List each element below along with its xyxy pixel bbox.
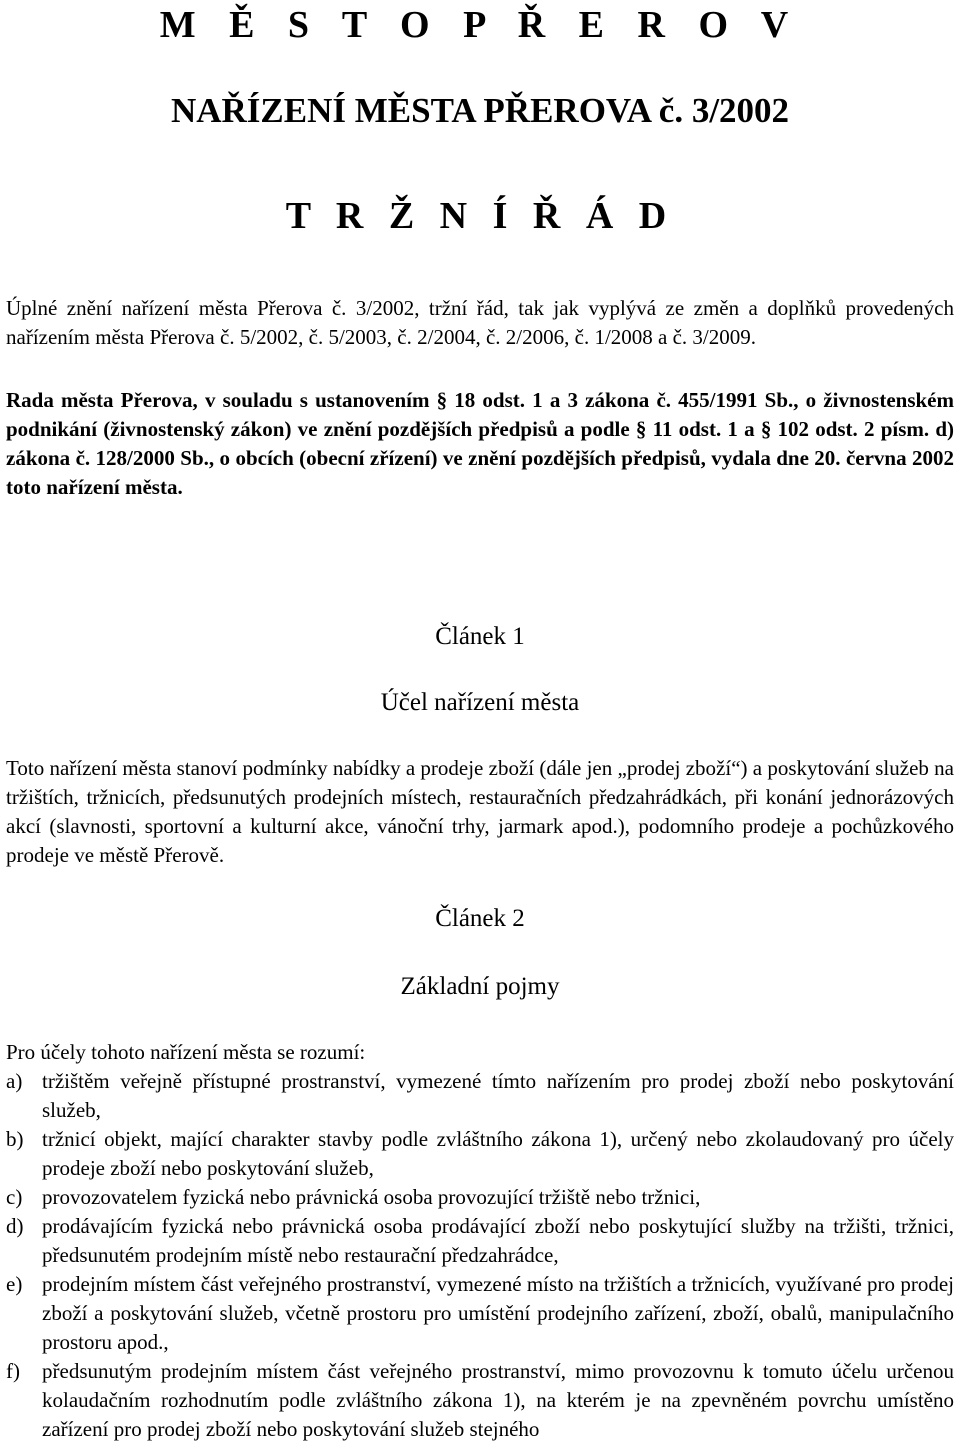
list-marker: f) [6, 1359, 20, 1383]
definitions-list [6, 1067, 954, 1444]
list-marker: a) [6, 1069, 23, 1093]
article-1-title: Účel nařízení města [380, 689, 580, 716]
preamble-paragraph: Rada města Přerova, v souladu s ustanovením § 18 odst. 1 a 3 zákona č. 455/1991 Sb., o živnostenském podnikání (živnostenský zákon) ve znění pozdějších předpisů a podle § 11 odst. 1 a § 102 odst. 2 písm. d) zákona č. 128/2000 Sb., o obcích (obecní zřízení) ve znění pozdějších předpisů, vydala dne 20. června 2002 toto nařízení města. [6, 388, 954, 499]
list-item-text: provozovatelem fyzická nebo právnická osoba provozující tržiště nebo tržnici, [42, 1185, 701, 1209]
list-item-text: tržnicí objekt, mající charakter stavby podle zvláštního zákona 1), určený nebo zkolaudovaný pro účely prodeje zboží nebo poskytování služeb, [42, 1127, 954, 1180]
list-item-text: tržištěm veřejně přístupné prostranství, vymezené tímto nařízením pro prodej zboží nebo poskytování služeb, [42, 1069, 954, 1122]
article-2-number: Článek 2 [435, 905, 525, 932]
regulation-subtitle: T R Ž N Í Ř Á D [285, 195, 675, 237]
list-item [6, 1125, 954, 1183]
list-item [6, 1270, 954, 1357]
list-marker: e) [6, 1272, 23, 1296]
list-marker: b) [6, 1127, 24, 1151]
list-item [6, 1183, 954, 1212]
article-2-title: Základní pojmy [400, 973, 560, 1000]
list-marker: c) [6, 1185, 23, 1209]
list-item-text: prodejním místem část veřejného prostranství, vymezené místo na tržištích a tržnicích, využívané pro prodej zboží a poskytování služeb, včetně prostoru pro umístění prodejního zařízení, zboží, obalů, manipulačního prostoru apod., [42, 1272, 954, 1354]
list-item [6, 1357, 954, 1444]
article-1-text: Toto nařízení města stanoví podmínky nabídky a prodeje zboží (dále jen „prodej zboží“) a poskytování služeb na tržištích, tržnicích, předsunutých prodejních místech, restauračních předzahrádkách, při konání jednorázových akcí (slavnosti, sportovní a kulturní akce, vánoční trhy, jarmark apod.), podomního prodeje a pochůzkového prodeje ve městě Přerově. [6, 756, 954, 867]
list-marker: d) [6, 1214, 24, 1238]
list-item [6, 1212, 954, 1270]
list-item-text: prodávajícím fyzická nebo právnická osoba prodávající zboží nebo poskytující služby na tržišti, tržnici, předsunutém prodejním místě nebo restaurační předzahrádce, [42, 1214, 954, 1267]
list-item-text: předsunutým prodejním místem část veřejného prostranství, mimo provozovnu k tomuto účelu určenou kolaudačním rozhodnutím podle zvláštního zákona 1), na kterém je na zpevněném povrchu umístěno zařízení pro prodej zboží nebo poskytování služeb stejného [42, 1359, 954, 1441]
list-item [6, 1067, 954, 1125]
intro-paragraph: Úplné znění nařízení města Přerova č. 3/2002, tržní řád, tak jak vyplývá ze změn a doplňků provedených nařízením města Přerova č. 5/2002, č. 5/2003, č. 2/2004, č. 2/2006, č. 1/2008 a č. 3/2009. [6, 296, 954, 349]
regulation-title: NAŘÍZENÍ MĚSTA PŘEROVA č. 3/2002 [170, 91, 790, 130]
city-heading: M Ě S T O P Ř E R O V [159, 4, 801, 46]
article-1-number: Článek 1 [435, 623, 525, 650]
article-2-lead: Pro účely tohoto nařízení města se rozumí: [6, 1040, 366, 1064]
